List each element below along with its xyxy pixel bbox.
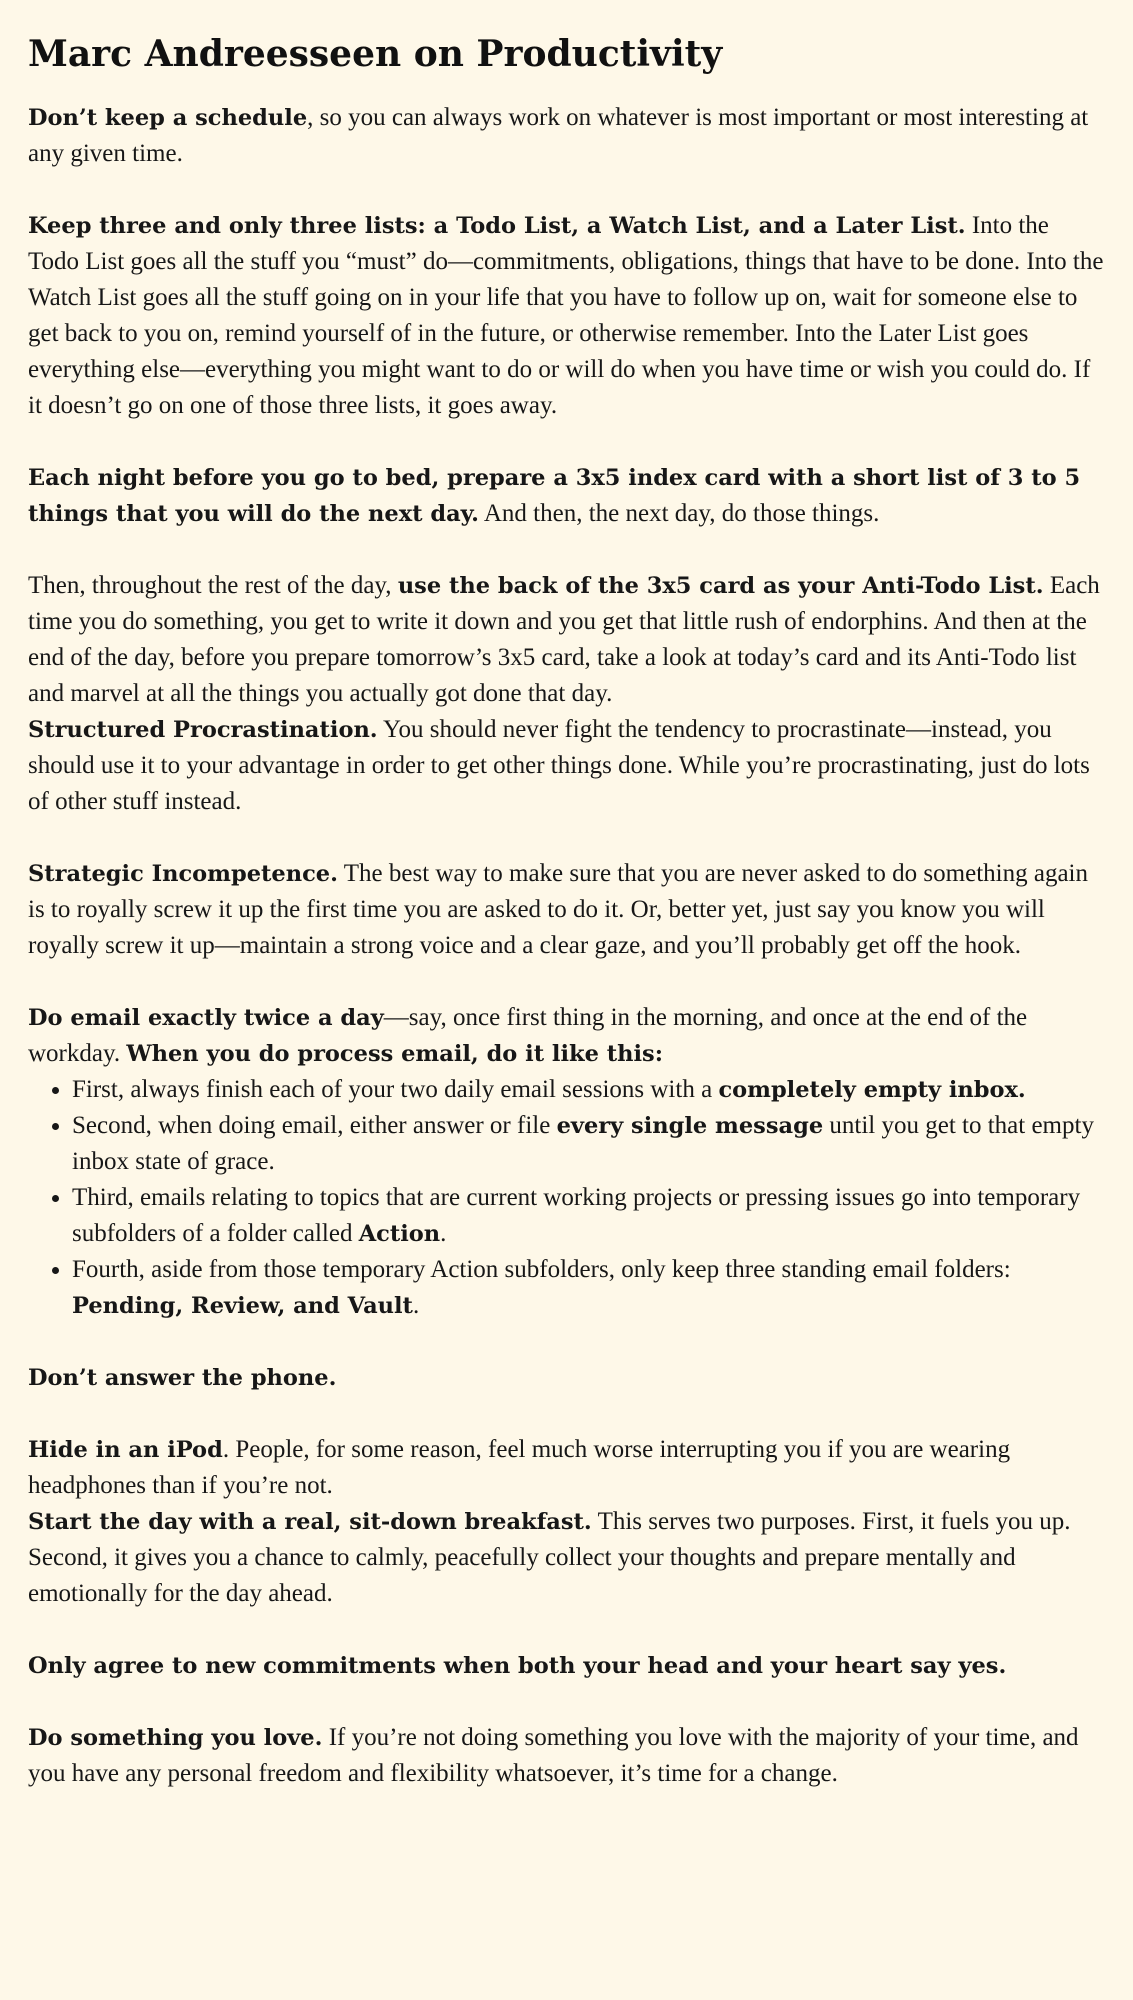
paragraph-text: Into the Todo List goes all the stuff you “must” do—commitments, obligations, things that have to be done. Into the Watch List goes all the stuff going on in your life that you have to follow up on, wait for someone else to get back to you on, remind yourself of in the future, or otherwise remember. Into the Later List goes everything else—everything you might want to do or will do when you have time or wish you could do. If it doesn’t go on one of those three lists, it goes away. (28, 212, 1104, 419)
paragraph-love (28, 1720, 1105, 1792)
bold-text: every single message (556, 1113, 824, 1139)
paragraph-anti-todo (28, 568, 1105, 712)
paragraph-index-card (28, 460, 1105, 532)
bold-lead: Only agree to new commitments when both your head and your heart say yes. (28, 1653, 1007, 1679)
paragraph-text: And then, the next day, do those things. (479, 500, 880, 527)
paragraph-incompetence (28, 856, 1105, 964)
email-rules-list (28, 1072, 1105, 1324)
page-title: Marc Andreesseen on Productivity (28, 33, 723, 75)
paragraph-three-lists (28, 208, 1105, 424)
paragraph-phone (28, 1360, 1105, 1396)
paragraph-text: You should never fight the tendency to procrastinate—instead, you should use it to your advantage in order to get other things done. While you’re procrastinating, just do lots of other stuff instead. (28, 716, 1090, 815)
bold-text: When you do process email, do it like this: (126, 1041, 664, 1067)
bold-lead: Structured Procrastination. (28, 717, 378, 743)
bold-lead: Don’t answer the phone. (28, 1365, 337, 1391)
bold-text: Pending, Review, and Vault (72, 1293, 413, 1319)
paragraph-commitments (28, 1648, 1105, 1684)
paragraph-text: —say, once first thing in the morning, and once at the end of the workday. (28, 1004, 1028, 1067)
paragraph-breakfast (28, 1504, 1105, 1612)
paragraph-text: Each time you do something, you get to write it down and you get that little rush of endorphins. And then at the end of the day, before you prepare tomorrow’s 3x5 card, take a look at today’s card and its Anti-Todo list and marvel at all the things you actually got done that day. (28, 572, 1100, 707)
bold-text: Action (358, 1221, 441, 1247)
list-item: • First, always finish each of your two daily email sessions with a completely empty inbox. (72, 1072, 1105, 1108)
paragraph-ipod (28, 1432, 1105, 1504)
bold-lead: Do email exactly twice a day (28, 1005, 384, 1031)
paragraph-text: . People, for some reason, feel much worse interrupting you if you are wearing headphones than if you’re not. (28, 1436, 1011, 1499)
paragraph-procrastination (28, 712, 1105, 820)
paragraph-text: Then, throughout the rest of the day, (28, 572, 398, 599)
paragraph-text: If you’re not doing something you love with the majority of your time, and you have any personal freedom and flexibility whatsoever, it’s time for a change. (28, 1724, 1079, 1787)
paragraph-schedule (28, 100, 1105, 172)
bold-lead: Keep three and only three lists: a Todo List, a Watch List, and a Later List. (28, 213, 966, 239)
paragraph-text: This serves two purposes. First, it fuels you up. Second, it gives you a chance to calmly, peacefully collect your thoughts and prepare mentally and emotionally for the day ahead. (28, 1508, 1071, 1607)
paragraph-text: The best way to make sure that you are never asked to do something again is to royally screw it up the first time you are asked to do it. Or, better yet, just say you know you will royally screw it up—maintain a strong voice and a clear gaze, and you’ll probably get off the hook. (28, 860, 1088, 959)
bold-text: completely empty inbox. (718, 1077, 1026, 1103)
paragraph-text: , so you can always work on whatever is most important or most interesting at any given time. (28, 104, 1089, 167)
bold-lead: Hide in an iPod (28, 1437, 223, 1463)
list-item: • Second, when doing email, either answer or file every single message until you get to that empty inbox state of grace. (72, 1108, 1105, 1180)
bold-lead: Strategic Incompetence. (28, 861, 338, 887)
bold-lead: Do something you love. (28, 1725, 323, 1751)
paragraph-email (28, 1000, 1105, 1072)
list-item: • Fourth, aside from those temporary Action subfolders, only keep three standing email folders: Pending, Review, and Vault. (72, 1252, 1105, 1324)
bold-lead: Start the day with a real, sit-down breakfast. (28, 1509, 592, 1535)
bold-lead: use the back of the 3x5 card as your Anti-Todo List. (397, 573, 1044, 599)
list-item: • Third, emails relating to topics that are current working projects or pressing issues go into temporary subfolders of a folder called Action. (72, 1180, 1105, 1252)
bold-lead: Each night before you go to bed, prepare a 3x5 index card with a short list of 3 to 5 things that you will do the next day. (28, 465, 1081, 527)
bold-lead: Don’t keep a schedule (28, 105, 308, 131)
